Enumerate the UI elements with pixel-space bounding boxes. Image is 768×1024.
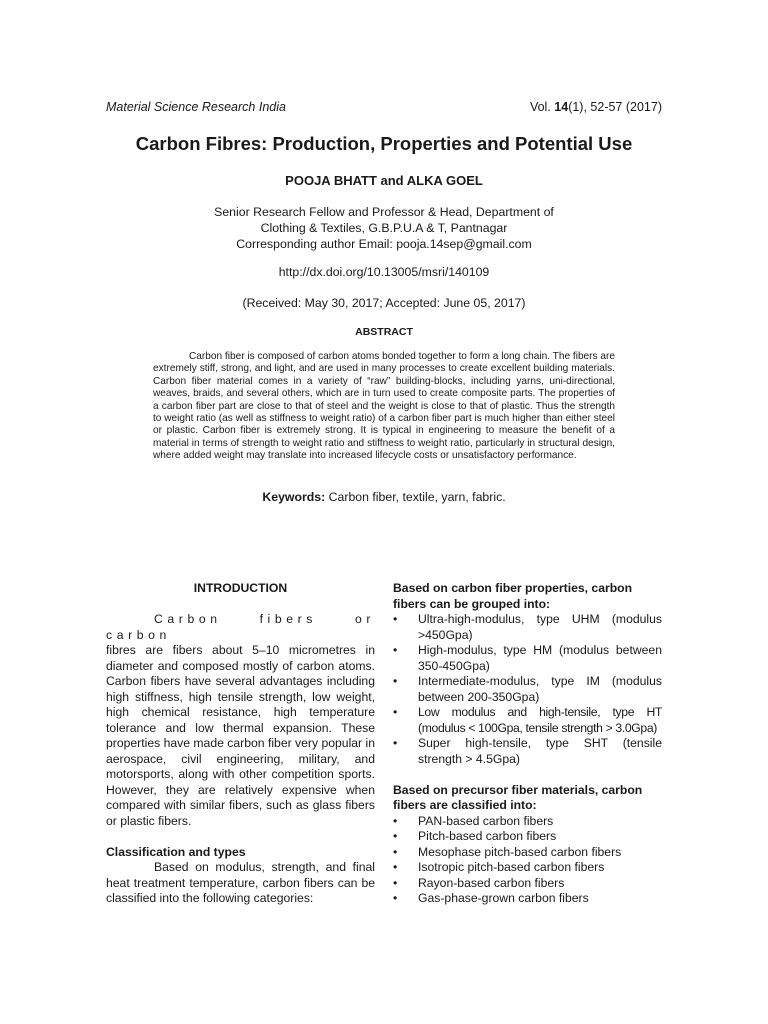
doi-link[interactable]: http://dx.doi.org/10.13005/msri/140109	[278, 265, 490, 279]
list-item	[393, 845, 662, 861]
bullet-icon: •	[393, 643, 398, 657]
list-item-text: Rayon-based carbon fibers	[418, 875, 565, 890]
received-accepted-dates: (Received: May 30, 2017; Accepted: June 05, 2017)	[242, 296, 526, 310]
keywords	[0, 490, 768, 504]
properties-group-heading: Based on carbon fiber properties, carbon fibers can be grouped into:	[393, 581, 633, 611]
introduction-text: fibres are fibers about 5–10 micrometres in diameter and composed mostly of carbon atoms. Carbon fibers have several advantages including high stiffness, high tensile strength, low weight, high chemical resistance, high temperature tolerance and low thermal expansion. These properties have made carbon fiber very popular in aerospace, civil engineering, military, and motorsports, along with other competition sports. However, they are relatively expensive when compared with similar fibers, such as glass fibers or plastic fibers.	[106, 643, 375, 828]
list-item	[393, 814, 662, 830]
list-item	[393, 829, 662, 845]
volume-number: 14	[554, 100, 569, 114]
list-item-text: Intermediate-modulus, type IM (modulus between 200-350Gpa)	[418, 674, 662, 704]
list-item-text: Isotropic pitch-based carbon fibers	[418, 860, 605, 874]
list-item	[393, 643, 662, 674]
volume-prefix: Vol.	[529, 100, 555, 114]
precursor-group-heading: Based on precursor fiber materials, carbon fibers are classified into:	[393, 782, 643, 812]
bullet-icon: •	[393, 813, 398, 828]
list-item-text: Low modulus and high-tensile, type HT (modulus < 100Gpa, tensile strength > 3.0Gpa)	[418, 705, 662, 735]
bullet-icon: •	[393, 829, 398, 843]
list-item-text: Ultra-high-modulus, type UHM (modulus >450Gpa)	[418, 612, 662, 642]
authors: POOJA BHATT and ALKA GOEL	[285, 173, 483, 188]
bullet-icon: •	[393, 705, 397, 719]
introduction-lead: Carbon fibers or carbon	[106, 612, 375, 642]
left-column	[106, 581, 375, 907]
affiliation-line-2: Clothing & Textiles, G.B.P.U.A & T, Pantnagar	[260, 221, 508, 235]
bullet-icon: •	[393, 860, 398, 874]
precursor-list	[393, 814, 662, 907]
list-item-text: High-modulus, type HM (modulus between 350-450Gpa)	[418, 643, 662, 673]
bullet-icon: •	[393, 674, 398, 688]
paper-title: Carbon Fibres: Production, Properties and Potential Use	[135, 133, 633, 154]
bullet-icon: •	[393, 891, 398, 905]
list-item-text: Gas-phase-grown carbon fibers	[418, 891, 589, 905]
list-item-text: PAN-based carbon fibers	[418, 813, 554, 828]
keywords-label: Keywords:	[262, 490, 326, 504]
bullet-icon: •	[393, 844, 398, 859]
list-item	[393, 612, 662, 643]
list-item	[393, 860, 662, 876]
affiliation-line-3: Corresponding author Email: pooja.14sep@gmail.com	[236, 237, 532, 251]
classification-text: Based on modulus, strength, and final heat treatment temperature, carbon fibers can be classified into the following categories:	[106, 860, 375, 905]
list-item	[393, 891, 662, 907]
keywords-text: Carbon fiber, textile, yarn, fabric.	[325, 490, 506, 504]
journal-name: Material Science Research India	[106, 100, 286, 114]
volume-suffix: (1), 52-57 (2017)	[568, 100, 662, 114]
list-item	[393, 876, 662, 892]
affiliation	[0, 204, 768, 252]
list-item-text: Pitch-based carbon fibers	[418, 829, 557, 843]
volume-info	[530, 100, 662, 114]
properties-list	[393, 612, 662, 767]
abstract-heading: ABSTRACT	[355, 326, 413, 338]
list-item-text: Mesophase pitch-based carbon fibers	[418, 844, 622, 859]
list-item	[393, 674, 662, 705]
bullet-icon: •	[393, 612, 398, 626]
bullet-icon: •	[393, 875, 398, 890]
bullet-icon: •	[393, 736, 398, 750]
list-item-text: Super high-tensile, type SHT (tensile strength > 4.5Gpa)	[418, 736, 662, 766]
introduction-heading: INTRODUCTION	[193, 581, 288, 595]
right-column	[393, 581, 662, 907]
list-item	[393, 705, 662, 736]
abstract-text: Carbon fiber is composed of carbon atoms bonded together to form a long chain. The fibers are extremely stiff, strong, and light, and are used in many processes to create excellent building materials. Carbon fiber material comes in a variety of “raw” building-blocks, including yarns, uni-directional, weaves, braids, and several others, which are in turn used to create composite parts. The properties of a carbon fiber part are close to that of steel and the weight is close to that of plastic. Thus the strength to weight ratio (as well as stiffness to weight ratio) of a carbon fiber part is much higher than either steel or plastic. Carbon fiber is extremely strong. It is typical in engineering to measure the benefit of a material in terms of strength to weight ratio and stiffness to weight ratio, particularly in structural design, where added weight may translate into increased lifecycle costs or unsatisfactory performance.	[153, 351, 615, 462]
list-item	[393, 736, 662, 767]
classification-heading: Classification and types	[106, 844, 246, 859]
affiliation-line-1: Senior Research Fellow and Professor & Head, Department of	[214, 205, 554, 219]
